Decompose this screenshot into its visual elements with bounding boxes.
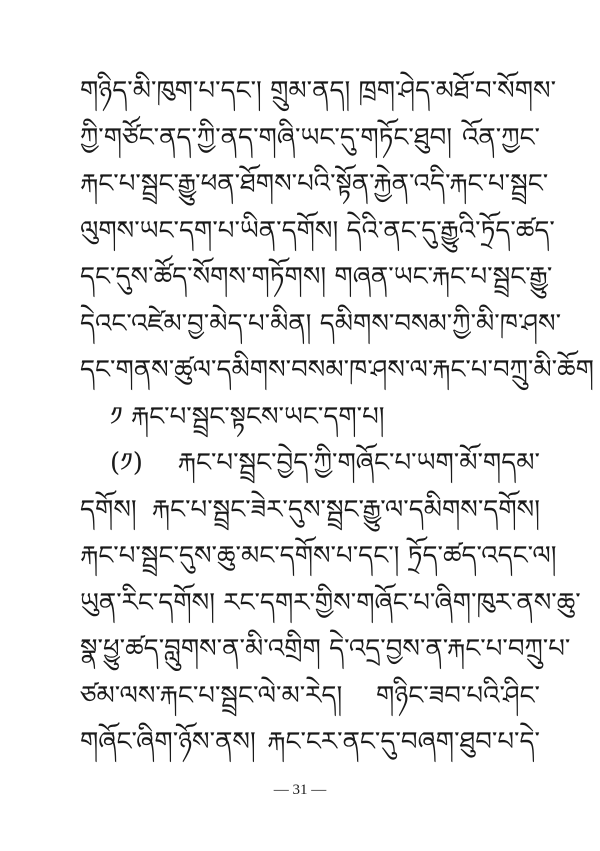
text-line: གཞོང་ཞིག་ཉོས་ནས། རྐང་ངར་ནང་དུ་བཞག་ཐུབ་པ་དེ་ [80, 727, 540, 757]
text-line: དེའང་འཛེམ་བྱ་མེད་པ་མིན། དམིགས་བསམ་ཀྱི་མི་ཁ་ཤས་ [80, 308, 562, 339]
text-line: ཀྱི་གཙོང་ནད་ཀྱི་ནད་གཞི་ཡང་དུ་གཏོང་ཐུབ། འོན་ཀྱང་ [80, 122, 540, 153]
body-text [80, 68, 594, 766]
text-line: དགོས། རྐང་པ་སྦྲང་ཟེར་དུས་སྦྲང་རྒྱུ་ལ་དམིགས་དགོས། [80, 494, 540, 525]
text-line: ལུགས་ཡང་དག་པ་ཡིན་དགོས། དེའི་ནང་དུ་རྒྱུའི་ཏྲོད་ཚད་ [80, 215, 555, 246]
section-heading: ༡ རྐང་པ་སྦྲང་སྟངས་ཡང་དག་པ། [110, 401, 385, 432]
text-line: ཡུན་རིང་དགོས། རང་དགར་གྱིས་གཞོང་པ་ཞིག་ཁུར་ནས་ཆུ་ [80, 587, 581, 618]
text-line: སྣ་ཕྱུ་ཚད་བླུགས་ན་མི་འགྲིག དེ་འདྲ་བྱས་ན་རྐང་པ་བཀྲུ་པ་ [80, 634, 571, 664]
page-number: — 31 — [273, 782, 327, 798]
text-line: དང་དུས་ཚོད་སོགས་གཏོགས། གཞན་ཡང་རྐང་པ་སྦྲང་རྒྱུ་ [80, 262, 553, 292]
text-line: གཉིད་མི་ཁུག་པ་དང་། གྲུམ་ནད། ཁྲག་ཤེད་མཐོ་བ་སོགས་ [80, 76, 557, 106]
subsection-line: (༡) རྐང་པ་སྦྲང་བྱེད་ཀྱི་གཞོང་པ་ཡག་མོ་གདམ་ [110, 448, 540, 478]
text-line: རྐང་པ་སྦྲང་དུས་ཆུ་མང་དགོས་པ་དང་། ཏྲོད་ཚད་འདང་ལ། [80, 541, 557, 571]
text-line: ཙམ་ལས་རྐང་པ་སྦྲང་ལེ་མ་རེད། གཉིང་ཟབ་པའི་ཤིང་ [80, 680, 540, 711]
text-line: རྐང་པ་སྦྲང་རྒྱུ་ཕན་ཐོགས་པའི་སྟོན་རྐྱེན་འདི་རྐང་པ་སྦྲང་ [80, 169, 549, 199]
text-line: དང་གནས་ཚུལ་དམིགས་བསམ་ཁ་ཤས་ལ་རྐང་པ་བཀྲུ་མི་ཆོག [80, 355, 594, 385]
